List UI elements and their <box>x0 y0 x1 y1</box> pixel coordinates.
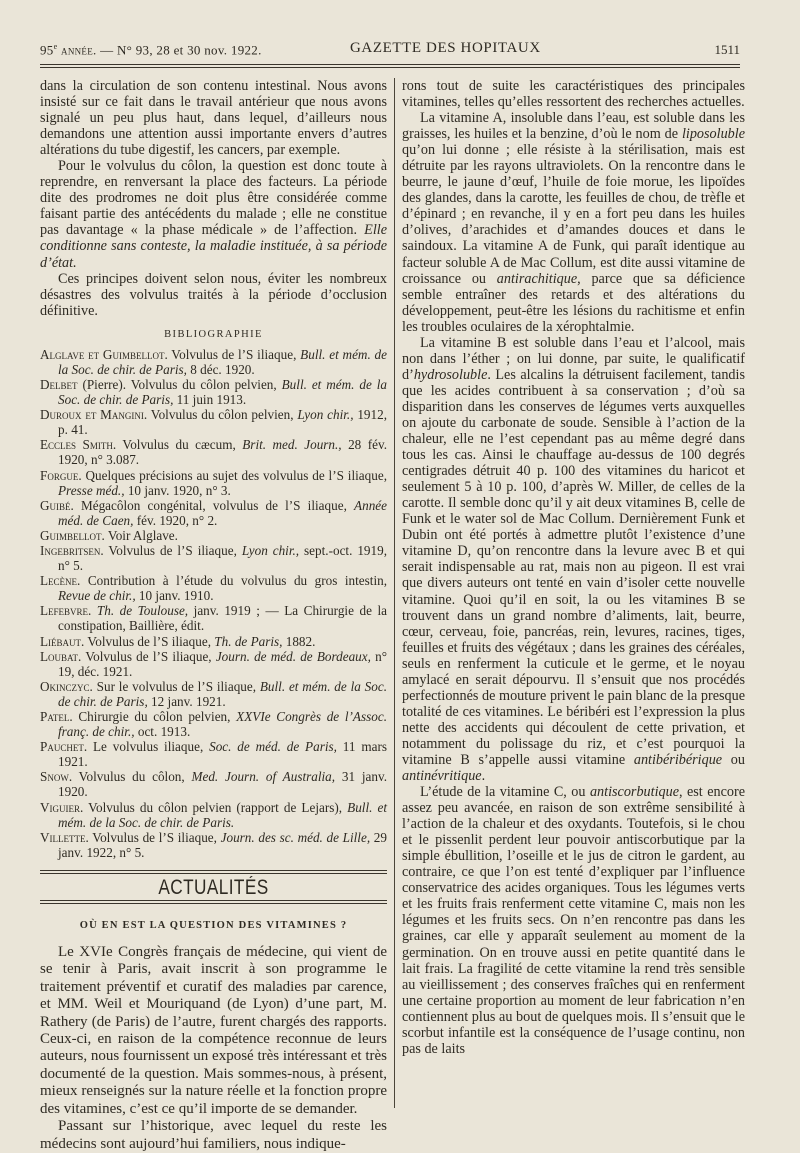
paragraph-italic: hydrosoluble <box>413 366 488 383</box>
bibliography-italic: Th. de Toulouse, <box>96 603 189 619</box>
bibliography-italic: Lyon chir., <box>241 542 300 558</box>
bibliography-tail: 11 mars 1921. <box>58 739 387 770</box>
bibliography-text: Sur le volvulus de l’S iliaque, <box>92 678 260 694</box>
bibliography-author: Viguier. <box>40 799 84 815</box>
paragraph <box>402 110 745 335</box>
bibliography-entry <box>40 634 387 649</box>
right-column <box>402 78 745 1057</box>
bibliography-list <box>40 347 387 860</box>
bibliography-author: Snow. <box>40 769 73 785</box>
paragraph-italic: liposoluble <box>681 126 745 143</box>
bibliography-text: Volvulus du côlon pelvien (rapport de Lejars), <box>83 799 348 815</box>
paragraph-italic: antinévritique <box>402 768 482 785</box>
bibliography-tail: 11 juin 1913. <box>173 392 247 408</box>
paragraph-italic: Elle conditionne sans conteste, la maladie instituée, à sa période d’état. <box>40 222 388 271</box>
bibliography-tail: janv. 1919 ; — La Chirurgie de la constipation, Baillière, édit. <box>58 603 387 634</box>
paragraph <box>40 158 387 270</box>
bibliography-entry <box>40 528 387 543</box>
paragraph <box>402 784 745 1057</box>
paragraph <box>402 335 745 784</box>
bibliography-tail: 12 janv. 1921. <box>147 693 226 709</box>
bibliography-text: Volvulus du côlon, <box>72 769 192 785</box>
bibliography-entry <box>40 498 387 528</box>
bibliography-tail: 1882. <box>282 633 316 649</box>
bibliography-author: Loubat. <box>40 648 82 664</box>
bibliography-author: Patel. <box>40 709 73 724</box>
bibliography-text: Voir Alglave. <box>104 527 178 543</box>
bibliography-entry <box>40 830 387 860</box>
paragraph-text: La vitamine A, insoluble dans l’eau, est soluble dans les graisses, les huiles et la benzine, d’où le nom de <box>402 110 745 143</box>
paragraph-text: . <box>481 768 486 785</box>
issue-number: 95 <box>40 42 54 58</box>
bibliography-author: Guimbellot. <box>40 527 105 543</box>
bibliography-entry <box>40 407 387 437</box>
page-header <box>40 36 740 66</box>
bibliography-entry <box>40 543 387 573</box>
bibliography-tail: 10 janv. 1910. <box>135 588 214 604</box>
paragraph-italic: antirachitique <box>496 270 578 287</box>
column-divider <box>394 78 395 1108</box>
bibliography-title: BIBLIOGRAPHIE <box>164 328 263 340</box>
bibliography-author: Liébaut. <box>40 633 85 649</box>
paragraph: dans la circulation de son contenu intestinal. Nous avons insisté sur ce fait dans le travail antérieur que nous avons signalé un peu plus haut, dans lequel, d’ailleurs nous demandons une attention aussi importante envers d’autres altérations du tube digestif, les cancers, par exemple. <box>40 78 387 159</box>
bibliography-text: Le volvulus iliaque, <box>87 739 210 755</box>
bibliography-italic: Bull. et mém. de la Soc. de chir. de Paris, <box>58 376 387 408</box>
issue-info <box>40 42 262 58</box>
header-rule-bottom <box>40 67 740 68</box>
bibliography-italic: Journ. des sc. méd. de Lille, <box>220 829 371 845</box>
bibliography-tail: 29 janv. 1922, n° 5. <box>58 829 387 860</box>
bibliography-author: Delbet <box>40 376 78 392</box>
bibliography-tail: 10 janv. 1920, n° 3. <box>124 482 231 498</box>
section-title: ACTUALITÉS <box>158 875 269 899</box>
bibliography-entry <box>40 377 387 407</box>
bibliography-italic: XXVIe Congrès de l’Assoc. franç. de chir., <box>58 709 387 740</box>
bibliography-tail: n° 19, déc. 1921. <box>58 648 387 679</box>
bibliography-author: Duroux et Mangini. <box>40 407 148 423</box>
bibliography-tail: 1912, p. 41. <box>58 407 387 438</box>
bibliography-italic: Journ. de méd. de Bordeaux, <box>215 648 371 664</box>
section-rule <box>40 900 387 904</box>
bibliography-entry <box>40 347 387 377</box>
bibliography-tail: sept.-oct. 1919, n° 5. <box>58 542 387 574</box>
bibliography-author: Villette. <box>40 829 89 845</box>
paragraph-text: Pour le volvulus du côlon, la question est donc toute à reprendre, en renversant la place des facteurs. La période dite des prodromes ne doit plus être considérée comme faisant partie des antécédents du malade ; elle ne constitue pas davantage « la phase médicale » de l’affection. <box>40 158 387 239</box>
bibliography-entry <box>40 709 387 739</box>
paragraph-text: , parce que sa déficience semble entraîner des retards et des altérations du développement, peut-être les lésions du rachitisme et enfin les troubles oculaires de la xérophtalmie. <box>402 270 746 335</box>
bibliography-author: Okinczyc. <box>40 678 93 694</box>
paragraph: Passant sur l’historique, avec lequel du reste les médecins sont aujourd’hui familiers, nous indique- <box>40 1118 387 1152</box>
bibliography-text: Chirurgie du côlon pelvien, <box>72 709 237 724</box>
bibliography-author: Pauchet. <box>40 739 88 755</box>
left-column <box>40 78 387 1153</box>
bibliography-text: Volvulus du côlon pelvien, <box>147 407 298 423</box>
bibliography-italic: Bull. et mém. de la Soc. de chir. de Paris. <box>58 799 387 830</box>
bibliography-text: Volvulus de l’S iliaque, <box>81 648 216 664</box>
bibliography-tail: 28 fév. 1920, n° 3.087. <box>58 437 387 468</box>
paragraph-text: L’étude de la vitamine C, ou <box>420 784 590 801</box>
bibliography-italic: Revue de chir., <box>58 588 136 604</box>
article-subhead: OÙ EN EST LA QUESTION DES VITAMINES ? <box>79 919 348 931</box>
bibliography-author: Eccles Smith. <box>40 437 117 453</box>
bibliography-author: Ingebritsen. <box>40 542 104 558</box>
bibliography-entry <box>40 769 387 799</box>
bibliography-italic: Bull. et mém. de la Soc. de chir. de Paris, <box>58 346 387 377</box>
section-rule <box>40 870 387 874</box>
paragraph-text: . Les alcalins la détruisent facilement, tandis que les acides contribuent à sa conservation ; d’où sa disparition dans les conserves de légumes verts auxquelles on ajoute du carbonate de soude. Sensible à l’action de la chaleur, elle ne l’est cependant pas au même degré dans tous les cas. Ainsi le chauffage au-dessus de 100 degrés centigrades détruit 40 p. 100 des vitamines du haricot et seulement 5 à 10 p. 100, d’après W. Miller, de celles de la carotte. Il semble donc qu’il y ait deux vitamines B, celle de Funk et le water sol de Mac Collum. Dernièrement Funk et Dubin ont été portés à admettre plutôt l’existence d’une vitamine D, qu’on rencontre dans la levure avec B et qui serait indispensable au rat, mais non au pigeon. Il est vrai que divers auteurs ont tenté en vain d’isoler cette nouvelle vitamine. Quoi qu’il en soit, la ou les vitamines B se trouvent dans un grand nombre d’aliments, lait, beurre, cœur, cerveau, foie, pancréas, rein, levures, racines, tiges, feuilles et fruits des végétaux ; dans les graines des céréales, seuls en renferment la cuticule et le germe, et le noyau amylacé en serait dépourvu. Il s’ensuit que nos procédés perfectionnés de mouture privent le pain blanc de la presque totalité de ces vitamines. Le béribéri est l’expression la plus nette des accidents qui découlent de cette privation, et notamment du polissage du riz, et c’est pourquoi la vitamine B s’appelle aussi vitamine <box>402 366 745 768</box>
bibliography-text: Quelques précisions au sujet des volvulus de l’S iliaque, <box>81 467 387 483</box>
bibliography-tail: 8 déc. 1920. <box>186 361 255 377</box>
bibliography-italic: Presse méd., <box>58 482 125 498</box>
bibliography-tail: 31 janv. 1920. <box>58 769 387 800</box>
journal-title: GAZETTE DES HOPITAUX <box>350 40 541 56</box>
bibliography-text: Volvulus de l’S iliaque, <box>167 346 301 362</box>
bibliography-entry <box>40 800 387 830</box>
bibliography-author: Alglave et Guimbellot. <box>40 346 168 362</box>
paragraph-text: La vitamine B est soluble dans l’eau et l’alcool, mais non dans l’éther ; on lui donne, par suite, le qualificatif d’ <box>402 334 745 383</box>
bibliography-author: Forgue. <box>40 467 82 483</box>
paragraph-text: qu’on lui donne ; elle résiste à la stérilisation, mais est détruite par les rayons ultraviolets. On la rencontre dans le beurre, le jaune d’œuf, l’huile de foie morue, les lipoïdes des glandes, dans la carotte, les feuilles de chou, de trèfle et d’épinard ; en revanche, il y en a fort peu dans les huiles d’olives, d’arachides et d’amandes douces et dans le saindoux. La vitamine A de Funk, qui paraît identique au facteur soluble A de Mac Collum, est dite aussi vitamine de croissance ou <box>402 142 745 287</box>
bibliography-italic: Med. Journ. of Australia, <box>191 769 336 785</box>
bibliography-tail: fév. 1920, n° 2. <box>133 512 218 528</box>
paragraph-italic: antibéribérique <box>633 751 723 768</box>
bibliography-entry <box>40 437 387 467</box>
bibliography-text: Volvulus de l’S iliaque, <box>88 829 221 845</box>
bibliography-italic: Brit. med. Journ., <box>242 437 342 453</box>
bibliography-italic: Th. de Paris, <box>214 633 283 649</box>
bibliography-text: Volvulus du cæcum, <box>116 437 243 453</box>
bibliography-text: (Pierre). Volvulus du côlon pelvien, <box>77 376 282 392</box>
paragraph: rons tout de suite les caractéristiques des principales vitamines, telles qu’elles ressortent des recherches actuelles. <box>402 78 745 111</box>
bibliography-entry <box>40 603 387 633</box>
bibliography-text: Volvulus de l’S iliaque, <box>84 633 215 649</box>
bibliography-tail: oct. 1913. <box>134 724 191 740</box>
bibliography-italic: Soc. de méd. de Paris, <box>209 739 337 755</box>
bibliography-entry <box>40 649 387 679</box>
paragraph: Ces principes doivent selon nous, éviter les nombreux désastres des volvulus traités à la période d’occlusion définitive. <box>40 270 387 319</box>
issue-annee: année <box>61 42 94 58</box>
header-rule-top <box>40 64 740 65</box>
bibliography-entry <box>40 739 387 769</box>
bibliography-author: Guibé. <box>40 497 74 513</box>
bibliography-entry <box>40 679 387 709</box>
paragraph: Le XVIe Congrès français de médecine, qui vient de se tenir à Paris, avait inscrit à son programme le traitement préventif et curatif des maladies par carence, et MM. Weil et Mouriquand (de Lyon) d’une part, M. Rathery (de Paris) de l’autre, furent chargés des rapports. Ceux-ci, en raison de la compétence reconnue de leurs auteurs, nous fournissent un exposé très intéressant et très documenté de la question. Mais sommes-nous, à présent, mieux renseignés sur la nature réelle et la fonction propre des vitamines, c’est ce qu’il importe de se demander. <box>40 944 387 1117</box>
bibliography-text: Contribution à l’étude du volvulus du gros intestin, <box>80 573 387 589</box>
paragraph-text: , est encore assez peu avancée, en raison de son extrême sensibilité à l’action de la chaleur et des oxydants. Toutefois, si le chou et le pissenlit perdent leur pouvoir antiscorbutique par la simple ébullition, l’oseille et le jus de citron le gardent, au contraire, ce que l’on est tenté d’expliquer par l’influence conservatrice des acides organiques. Tous les légumes verts et les fruits frais renferment cette vitamine C, mais non les légumes et les fruits secs. On n’en rencontre pas dans les graines, car elle y apparaît seulement au moment de la germination. On en trouve aussi en petite quantité dans le lait frais. La fragilité de cette vitamine la rend très sensible au vieillissement ; des conserves fraîches qui en renferment une certaine proportion au moment de leur fabrication n’en contiennent plus au bout de quelques mois. Il s’ensuit que le scorbut infantile est la conséquence de l’usage continu, non pas de laits <box>402 784 745 1057</box>
bibliography-italic: Lyon chir., <box>297 407 354 423</box>
bibliography-italic: Bull. et mém. de la Soc. de chir. de Paris, <box>58 678 387 709</box>
issue-date: . — N° 93, 28 et 30 nov. 1922. <box>93 42 262 58</box>
bibliography-text: Mégacôlon congénital, volvulus de l’S iliaque, <box>73 497 355 513</box>
paragraph-italic: antiscorbutique <box>589 784 679 801</box>
bibliography-author: Lefebvre. <box>40 603 92 619</box>
bibliography-author: Lecène. <box>40 573 81 589</box>
bibliography-text: Volvulus de l’S iliaque, <box>103 542 242 558</box>
page-number: 1511 <box>714 42 740 57</box>
paragraph-text: ou <box>722 751 745 768</box>
bibliography-italic: Année méd. de Caen, <box>58 497 387 528</box>
bibliography-entry <box>40 468 387 498</box>
bibliography-entry <box>40 573 387 603</box>
issue-sup: e <box>53 42 58 51</box>
